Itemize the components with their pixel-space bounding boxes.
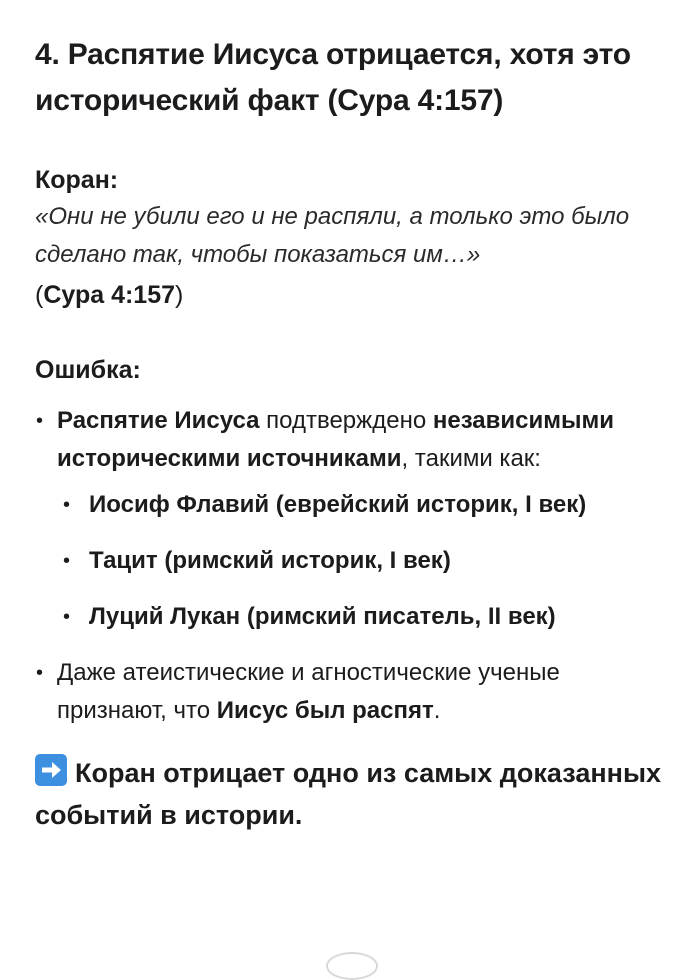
bullet1-text2: , такими как: xyxy=(401,445,541,472)
bullet1-bold1: Распятие Иисуса xyxy=(57,407,260,434)
ref-open: ( xyxy=(35,281,44,309)
source-item: Тацит (римский историк, I век) xyxy=(89,547,451,574)
list-item xyxy=(35,654,665,730)
bullet2-text2: . xyxy=(433,697,441,724)
list-item xyxy=(35,542,665,580)
error-label: Ошибка: xyxy=(35,356,141,384)
source-item: Иосиф Флавий (еврейский историк, I век) xyxy=(89,491,587,518)
quran-label: Коран: xyxy=(35,166,119,194)
quran-reference xyxy=(35,274,665,316)
bullet-icon: • xyxy=(36,410,44,432)
source-item: Луций Лукан (римский писатель, II век) xyxy=(89,603,556,630)
conclusion-text: Коран отрицает одно из самых доказанных событий в истории. xyxy=(35,758,662,830)
ref-close: ) xyxy=(175,281,184,309)
list-item xyxy=(35,402,665,478)
bullet2-text1: Даже атеистические и агностические ученые признают, что xyxy=(57,659,560,724)
bullet-icon: • xyxy=(63,550,71,572)
section-heading: 4. Распятие Иисуса отрицается, хотя это исторический факт (Сура 4:157) xyxy=(35,38,631,117)
bullet-icon: • xyxy=(36,662,44,684)
arrow-right-icon xyxy=(35,754,67,786)
bullet2-bold1: Иисус был распят xyxy=(216,697,434,724)
document xyxy=(35,32,665,836)
ref-text: Сура 4:157 xyxy=(43,281,176,309)
quran-quote: «Они не убили его и не распяли, а только это было сделано так, чтобы показаться им…» xyxy=(35,203,630,268)
bullet1-text1: подтверждено xyxy=(259,407,433,434)
bullet-icon: • xyxy=(63,606,71,628)
list-item xyxy=(35,486,665,524)
bullet1-bold2: независимыми историческими источниками xyxy=(57,407,615,472)
list-item xyxy=(35,598,665,636)
error-list xyxy=(35,402,665,730)
scroll-indicator-icon xyxy=(326,952,378,980)
conclusion xyxy=(35,752,665,836)
bullet-icon: • xyxy=(63,494,71,516)
sources-list xyxy=(35,486,665,636)
